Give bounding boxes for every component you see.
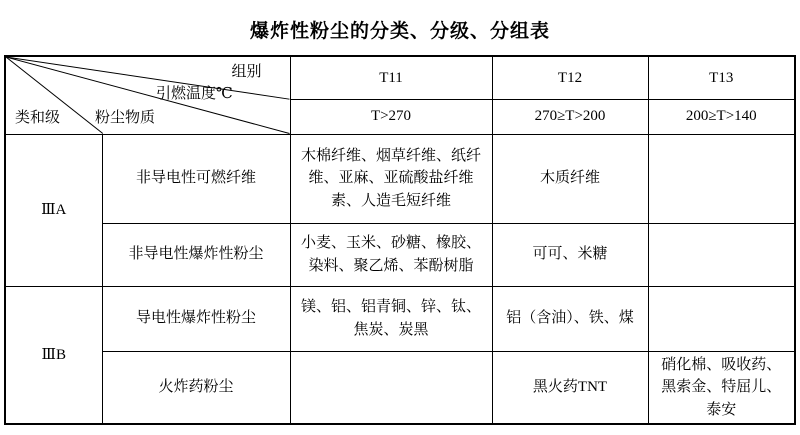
corner-label-class: 类和级 xyxy=(15,110,61,126)
cell-dust-type: 非导电性可燃纤维 xyxy=(102,134,290,223)
cell-dust-type: 导电性爆炸性粉尘 xyxy=(102,286,290,351)
cell-t11-value: 木棉纤维、烟草纤维、纸纤维、亚麻、亚硫酸盐纤维素、人造毛短纤维 xyxy=(290,134,492,223)
table-row xyxy=(5,134,795,223)
header-cell-t11: T11 xyxy=(290,56,492,99)
header-cell-range-t11: T>270 xyxy=(290,99,492,134)
cell-dust-type: 火炸药粉尘 xyxy=(102,351,290,424)
cell-t13-value xyxy=(648,223,795,286)
table-row xyxy=(5,286,795,351)
header-cell-range-t13: 200≥T>140 xyxy=(648,99,795,134)
cell-t11-value: 镁、铝、铝青铜、锌、钛、焦炭、炭黑 xyxy=(290,286,492,351)
corner-header-cell xyxy=(5,56,290,134)
cell-t12-value: 黑火药TNT xyxy=(492,351,648,424)
cell-t13-value: 硝化棉、吸收药、黑索金、特屈儿、泰安 xyxy=(648,351,795,424)
cell-dust-type: 非导电性爆炸性粉尘 xyxy=(102,223,290,286)
cell-t13-value xyxy=(648,286,795,351)
cell-class-iiib: ⅢB xyxy=(5,286,102,424)
cell-class-iiia: ⅢA xyxy=(5,134,102,286)
table-row xyxy=(5,351,795,424)
header-cell-range-t12: 270≥T>200 xyxy=(492,99,648,134)
header-row-groups xyxy=(5,56,795,99)
cell-t11-value xyxy=(290,351,492,424)
cell-t13-value xyxy=(648,134,795,223)
page-title: 爆炸性粉尘的分类、分级、分组表 xyxy=(249,21,550,42)
table-row xyxy=(5,223,795,286)
corner-label-group: 组别 xyxy=(231,64,262,80)
header-cell-t12: T12 xyxy=(492,56,648,99)
dust-classification-table xyxy=(4,55,796,425)
cell-t12-value: 可可、米糖 xyxy=(492,223,648,286)
cell-t11-value: 小麦、玉米、砂糖、橡胶、染料、聚乙烯、苯酚树脂 xyxy=(290,223,492,286)
header-cell-t13: T13 xyxy=(648,56,795,99)
corner-label-dust-material: 粉尘物质 xyxy=(95,110,156,126)
cell-t12-value: 铝（含油）、铁、煤 xyxy=(492,286,648,351)
corner-label-ignition-temp: 引燃温度℃ xyxy=(156,86,233,102)
cell-t12-value: 木质纤维 xyxy=(492,134,648,223)
